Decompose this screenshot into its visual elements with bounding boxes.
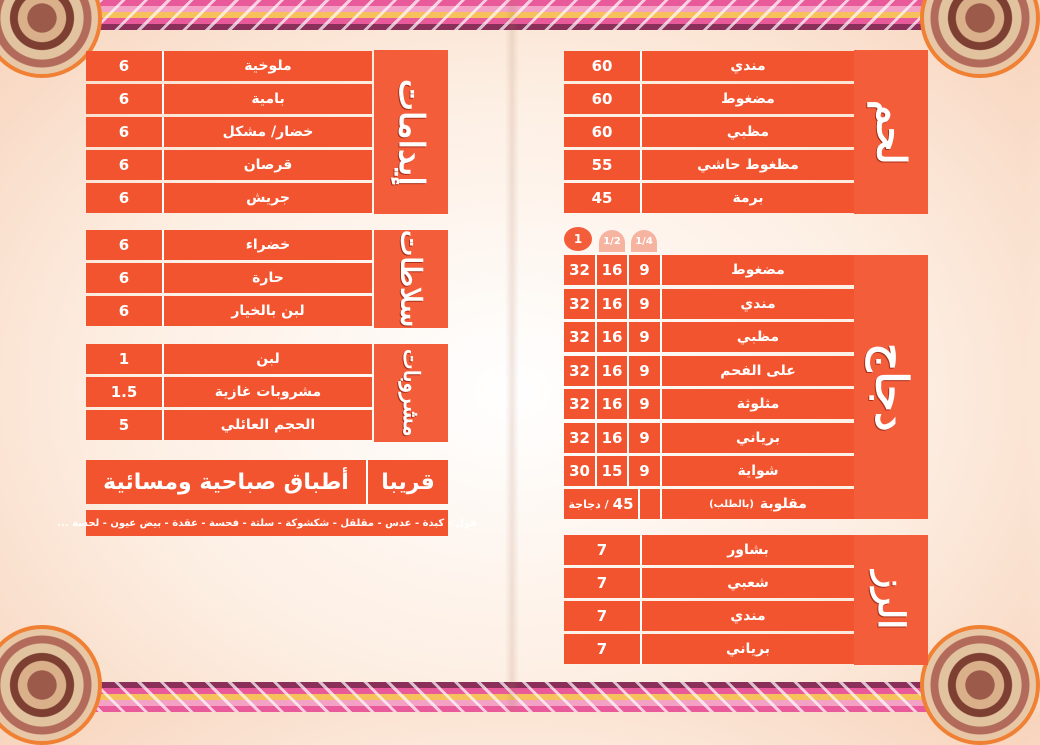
salads-price: 6 xyxy=(86,263,164,293)
chicken-quarter-price: 9 xyxy=(629,356,662,386)
salads-price: 6 xyxy=(86,230,164,260)
sides-price: 6 xyxy=(86,183,164,213)
chicken-row xyxy=(564,356,854,386)
chicken-quarter-price: 9 xyxy=(629,423,662,453)
chicken-whole-price: 32 xyxy=(564,289,597,319)
chicken-half-price: 16 xyxy=(597,255,629,285)
chicken-item-name: مظبي xyxy=(662,322,854,352)
size-quarter-badge: 1/4 xyxy=(631,230,657,252)
drinks-price: 1 xyxy=(86,344,164,374)
chicken-row xyxy=(564,255,854,285)
chicken-half-price: 16 xyxy=(597,389,629,419)
chicken-item-name: على الفحم xyxy=(662,356,854,386)
drinks-row xyxy=(86,377,372,407)
rice-item-name: مندي xyxy=(642,601,854,631)
salads-price: 6 xyxy=(86,296,164,326)
chicken-whole-price: 32 xyxy=(564,255,597,285)
chicken-quarter-price: 9 xyxy=(629,289,662,319)
maqluba-price: 45 xyxy=(612,495,634,513)
meat-row xyxy=(564,183,854,213)
size-whole-badge: 1 xyxy=(564,227,592,251)
rice-item-name: برياني xyxy=(642,634,854,664)
sides-item-name: ملوخية xyxy=(164,51,372,81)
salads-row xyxy=(86,230,372,260)
maqluba-unit xyxy=(564,489,640,519)
sides-item-name: جريش xyxy=(164,183,372,213)
coming-soon-text: أطباق صباحية ومسائية xyxy=(86,460,368,504)
salads-section-title: سلاطات xyxy=(374,230,448,328)
coming-soon-banner xyxy=(86,460,448,504)
chicken-quarter-price: 9 xyxy=(629,255,662,285)
chicken-quarter-price: 9 xyxy=(629,322,662,352)
drinks-row xyxy=(86,344,372,374)
chicken-half-price: 16 xyxy=(597,289,629,319)
sides-row xyxy=(86,183,372,213)
basket-decoration-bottom-left xyxy=(0,625,102,745)
sides-price: 6 xyxy=(86,117,164,147)
chicken-item-name: مضغوط xyxy=(662,255,854,285)
rice-row xyxy=(564,568,854,598)
chicken-row xyxy=(564,289,854,319)
rice-section-title: الرز xyxy=(854,535,928,665)
meat-item-name: مندي xyxy=(642,51,854,81)
meat-price: 60 xyxy=(564,51,642,81)
meat-item-name: مظغوط حاشي xyxy=(642,150,854,180)
rice-item-name: شعبي xyxy=(642,568,854,598)
chicken-whole-price: 32 xyxy=(564,389,597,419)
maqluba-spacer xyxy=(640,489,662,519)
sides-row xyxy=(86,51,372,81)
maqluba-unit-label: / دجاجة xyxy=(568,497,609,511)
chicken-item-name: برياني xyxy=(662,423,854,453)
drinks-section-title: مشروبات xyxy=(374,344,448,442)
basket-decoration-top-right xyxy=(920,0,1040,78)
rice-price: 7 xyxy=(564,535,642,565)
sides-item-name: بامية xyxy=(164,84,372,114)
meat-item-name: مضغوط xyxy=(642,84,854,114)
drinks-price: 1.5 xyxy=(86,377,164,407)
chicken-half-price: 16 xyxy=(597,356,629,386)
sides-row xyxy=(86,84,372,114)
chicken-section-title: دجاج xyxy=(854,255,928,519)
meat-price: 55 xyxy=(564,150,642,180)
sides-item-name: خضار/ مشكل xyxy=(164,117,372,147)
rice-price: 7 xyxy=(564,601,642,631)
sides-price: 6 xyxy=(86,150,164,180)
rice-price: 7 xyxy=(564,568,642,598)
drinks-item-name: لبن xyxy=(164,344,372,374)
meat-item-name: مظبي xyxy=(642,117,854,147)
chicken-item-name: شواية xyxy=(662,456,854,486)
chicken-whole-price: 32 xyxy=(564,322,597,352)
meat-price: 60 xyxy=(564,84,642,114)
meat-row xyxy=(564,84,854,114)
rice-item-name: بشاور xyxy=(642,535,854,565)
chicken-row xyxy=(564,456,854,486)
maqluba-name: مقلوبة xyxy=(759,496,807,512)
sides-section-title: إيدامات xyxy=(374,50,448,214)
chicken-row xyxy=(564,389,854,419)
chicken-half-price: 16 xyxy=(597,423,629,453)
rice-price: 7 xyxy=(564,634,642,664)
coming-soon-label: قريبا xyxy=(368,460,448,504)
sides-row xyxy=(86,150,372,180)
salads-row xyxy=(86,296,372,326)
sides-price: 6 xyxy=(86,84,164,114)
size-half-badge: 1/2 xyxy=(599,230,625,252)
chicken-item-name: مندي xyxy=(662,289,854,319)
coming-soon-details: فول - كبدة - عدس - مقلقل - شكشوكة - سلتة - فحسة - عقدة - بيض عيون - لحسة ... xyxy=(86,510,448,536)
meat-price: 45 xyxy=(564,183,642,213)
meat-row xyxy=(564,150,854,180)
meat-section-title: لحم xyxy=(854,50,928,214)
salads-item-name: خضراء xyxy=(164,230,372,260)
drinks-price: 5 xyxy=(86,410,164,440)
basket-decoration-bottom-right xyxy=(920,625,1040,745)
chicken-item-name: مثلوثة xyxy=(662,389,854,419)
chicken-half-price: 15 xyxy=(597,456,629,486)
rice-row xyxy=(564,634,854,664)
salads-item-name: لبن بالخيار xyxy=(164,296,372,326)
sides-price: 6 xyxy=(86,51,164,81)
drinks-row xyxy=(86,410,372,440)
rice-row xyxy=(564,535,854,565)
drinks-item-name: مشروبات غازية xyxy=(164,377,372,407)
meat-row xyxy=(564,51,854,81)
salads-item-name: حارة xyxy=(164,263,372,293)
drinks-item-name: الحجم العائلي xyxy=(164,410,372,440)
page-spine xyxy=(505,0,519,712)
meat-price: 60 xyxy=(564,117,642,147)
chicken-half-price: 16 xyxy=(597,322,629,352)
chicken-whole-price: 30 xyxy=(564,456,597,486)
chicken-whole-price: 32 xyxy=(564,423,597,453)
maqluba-note: (بالطلب) xyxy=(709,498,754,510)
chicken-whole-price: 32 xyxy=(564,356,597,386)
chicken-quarter-price: 9 xyxy=(629,456,662,486)
maqluba-name-cell xyxy=(662,489,854,519)
chicken-quarter-price: 9 xyxy=(629,389,662,419)
sides-item-name: قرصان xyxy=(164,150,372,180)
meat-row xyxy=(564,117,854,147)
maqluba-row xyxy=(564,489,854,519)
salads-row xyxy=(86,263,372,293)
chicken-row xyxy=(564,322,854,352)
rice-row xyxy=(564,601,854,631)
meat-item-name: برمة xyxy=(642,183,854,213)
chicken-row xyxy=(564,423,854,453)
sides-row xyxy=(86,117,372,147)
